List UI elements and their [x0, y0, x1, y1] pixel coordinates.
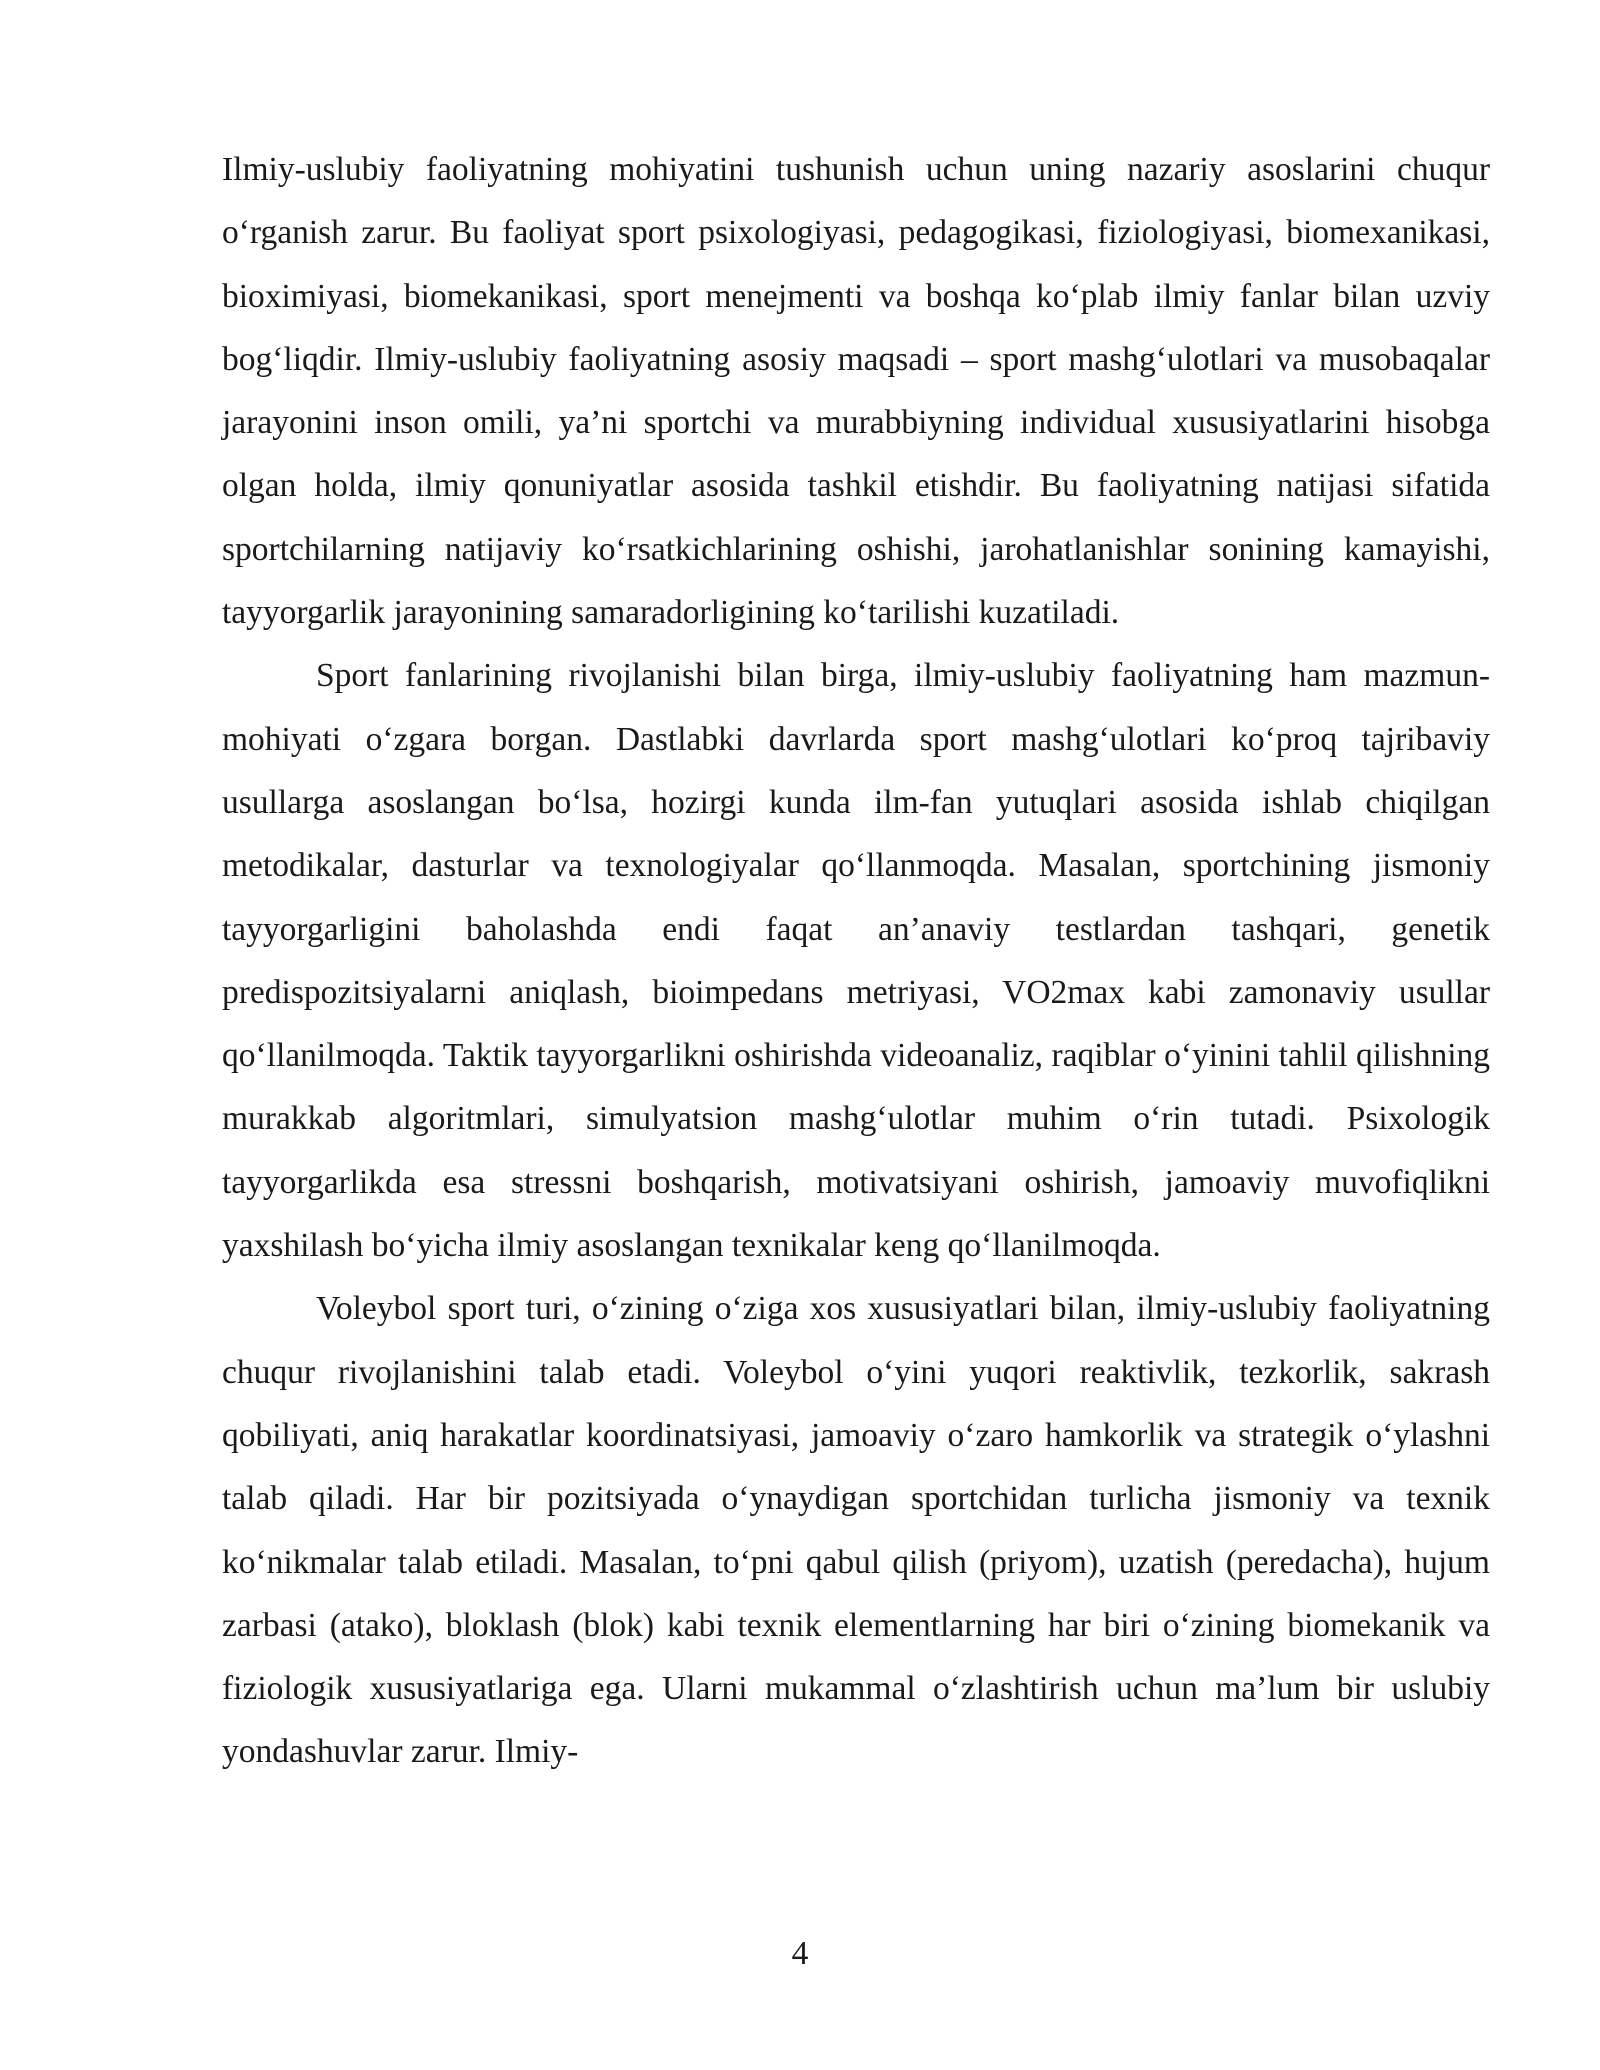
- page-number: 4: [791, 1935, 809, 1972]
- paragraph-3: Voleybol sport turi, o‘zining o‘ziga xos xususiyatlari bilan, ilmiy-uslubiy faoliyatning chuqur rivojlanishini talab etadi. Voleybol o‘yini yuqori reaktivlik, tezkorlik, sakrash qobiliyati, aniq harakatlar koordinatsiyasi, jamoaviy o‘zaro hamkorlik va strategik o‘ylashni talab qiladi. Har bir pozitsiyada o‘ynaydigan sportchidan turlicha jismoniy va texnik ko‘nikmalar talab etiladi. Masalan, to‘pni qabul qilish (priyom), uzatish (peredacha), hujum zarbasi (atako), bloklash (blok) kabi texnik elementlarning har biri o‘zining biomekanik va fiziologik xususiyatlariga ega. Ularni mukammal o‘zlashtirish uchun ma’lum bir uslubiy yondashuvlar zarur. Ilmiy-: [222, 1290, 1490, 1771]
- paragraph-1: Ilmiy-uslubiy faoliyatning mohiyatini tushunish uchun uning nazariy asoslarini chuqur o‘rganish zarur. Bu faoliyat sport psixologiyasi, pedagogikasi, fiziologiyasi, biomexanikasi, bioximiyasi, biomekanikasi, sport menejmenti va boshqa ko‘plab ilmiy fanlar bilan uzviy bog‘liqdir. Ilmiy-uslubiy faoliyatning asosiy maqsadi – sport mashg‘ulotlari va musobaqalar jarayonini inson omili, ya’ni sportchi va murabbiyning individual xususiyatlarini hisobga olgan holda, ilmiy qonuniyatlar asosida tashkil etishdir. Bu faoliyatning natijasi sifatida sportchilarning natijaviy ko‘rsatkichlarining oshishi, jarohatlanishlar sonining kamayishi, tayyorgarlik jarayonining samaradorligining ko‘tarilishi kuzatiladi.: [222, 151, 1490, 632]
- paragraph-2: Sport fanlarining rivojlanishi bilan birga, ilmiy-uslubiy faoliyatning ham mazmun-mohiyati o‘zgara borgan. Dastlabki davrlarda sport mashg‘ulotlari ko‘proq tajribaviy usullarga asoslangan bo‘lsa, hozirgi kunda ilm-fan yutuqlari asosida ishlab chiqilgan metodikalar, dasturlar va texnologiyalar qo‘llanmoqda. Masalan, sportchining jismoniy tayyorgarligini baholashda endi faqat an’anaviy testlardan tashqari, genetik predispozitsiyalarni aniqlash, bioimpedans metriyasi, VO2max kabi zamonaviy usullar qo‘llanilmoqda. Taktik tayyorgarlikni oshirishda videoanaliz, raqiblar o‘yinini tahlil qilishning murakkab algoritmlari, simulyatsion mashg‘ulotlar muhim o‘rin tutadi. Psixologik tayyorgarlikda esa stressni boshqarish, motivatsiyani oshirish, jamoaviy muvofiqlikni yaxshilash bo‘yicha ilmiy asoslangan texnikalar keng qo‘llanilmoqda.: [222, 657, 1490, 1265]
- document-body: [222, 138, 1490, 1784]
